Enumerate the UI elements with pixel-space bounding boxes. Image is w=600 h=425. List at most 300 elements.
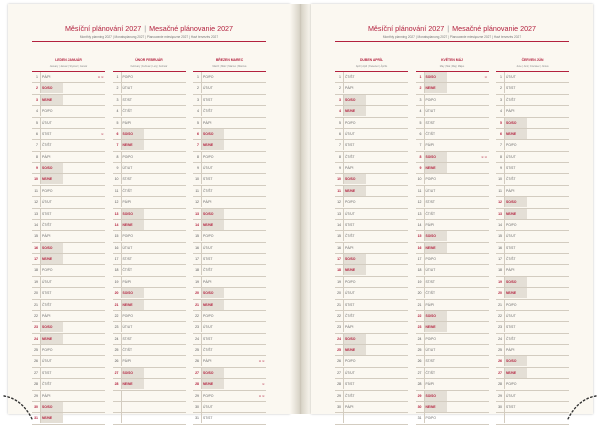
day-number: 6	[36, 131, 38, 136]
day-row[interactable]	[416, 277, 489, 288]
day-row[interactable]	[32, 197, 105, 208]
day-row[interactable]	[416, 220, 489, 231]
day-row[interactable]	[113, 106, 186, 117]
day-number: 17	[498, 257, 502, 261]
day-row[interactable]	[335, 334, 408, 345]
day-row[interactable]	[193, 106, 266, 117]
day-row[interactable]	[416, 140, 489, 151]
day-number: 3	[116, 97, 119, 102]
day-divider	[343, 345, 344, 355]
day-row[interactable]	[416, 265, 489, 276]
title-separator: |	[144, 24, 147, 33]
day-row[interactable]	[113, 118, 186, 129]
day-number: 20	[498, 291, 502, 296]
day-row[interactable]	[496, 129, 569, 140]
day-row[interactable]	[496, 174, 569, 185]
day-number: 30	[195, 404, 199, 409]
day-number: 14	[34, 222, 38, 227]
day-number: 29	[34, 393, 38, 398]
day-row[interactable]	[496, 345, 569, 356]
day-row[interactable]	[32, 163, 105, 174]
day-row[interactable]	[335, 345, 408, 356]
day-number: 17	[114, 257, 119, 261]
day-row[interactable]	[335, 83, 408, 94]
weekday-label: PO/PO	[42, 348, 53, 352]
day-row[interactable]	[416, 345, 489, 356]
day-number: 5	[197, 120, 199, 125]
weekday-label: PO/PO	[425, 177, 436, 182]
weekday-label: ST/ST	[345, 382, 355, 387]
day-number: 2	[419, 86, 422, 91]
day-number: 15	[337, 234, 341, 239]
day-row[interactable]	[113, 163, 186, 174]
day-row[interactable]	[113, 152, 186, 163]
month-translations: April | April | Kwiecień | Április	[355, 64, 388, 68]
day-row[interactable]	[416, 209, 489, 220]
day-row[interactable]	[335, 322, 408, 333]
weekday-label: ÚT/UT	[122, 245, 133, 250]
day-number: 3	[197, 97, 199, 102]
day-row[interactable]	[32, 243, 105, 254]
day-row[interactable]	[32, 220, 105, 231]
day-row[interactable]	[496, 95, 569, 106]
day-row[interactable]	[193, 186, 266, 197]
day-number: 30	[34, 404, 38, 409]
day-row[interactable]	[496, 379, 569, 390]
day-row[interactable]	[496, 163, 569, 174]
day-row[interactable]	[335, 197, 408, 208]
day-divider	[40, 174, 41, 184]
day-row[interactable]	[335, 300, 408, 311]
day-divider	[201, 174, 202, 184]
day-row[interactable]	[496, 152, 569, 163]
day-row[interactable]	[416, 118, 489, 129]
day-divider	[343, 72, 344, 82]
day-row[interactable]	[416, 322, 489, 333]
day-row[interactable]	[416, 379, 489, 390]
day-row[interactable]	[113, 186, 186, 197]
day-number: 9	[197, 166, 199, 170]
day-divider	[424, 95, 425, 105]
day-row[interactable]	[113, 129, 186, 140]
weekday-label: PÁ/PI	[203, 359, 212, 364]
weekday-label: NE/NE	[425, 404, 436, 409]
day-number: 21	[34, 302, 38, 307]
day-divider	[201, 413, 202, 423]
day-row[interactable]	[32, 379, 105, 390]
day-row[interactable]	[496, 300, 569, 311]
day-row[interactable]	[335, 379, 408, 390]
day-row[interactable]	[113, 83, 186, 94]
day-number: 23	[498, 325, 502, 330]
day-row[interactable]	[32, 402, 105, 413]
day-number: 27	[337, 370, 341, 375]
day-row[interactable]	[335, 402, 408, 413]
day-row[interactable]	[335, 152, 408, 163]
day-row[interactable]	[193, 118, 266, 129]
day-row[interactable]	[113, 368, 186, 379]
day-number: 26	[337, 359, 341, 364]
day-row[interactable]	[193, 163, 266, 174]
day-divider	[504, 288, 505, 298]
day-row[interactable]	[335, 231, 408, 242]
day-row[interactable]	[32, 391, 105, 402]
day-number: 30	[337, 404, 341, 409]
day-divider	[121, 265, 122, 275]
day-divider	[343, 106, 344, 116]
day-row[interactable]	[335, 277, 408, 288]
month-header	[113, 56, 186, 72]
day-row[interactable]	[335, 163, 408, 174]
day-row[interactable]	[32, 345, 105, 356]
weekday-label: ÚT/UT	[345, 291, 355, 296]
day-row[interactable]	[335, 174, 408, 185]
day-row[interactable]	[193, 254, 266, 265]
day-row[interactable]	[32, 118, 105, 129]
day-row[interactable]	[416, 288, 489, 299]
day-row[interactable]	[335, 288, 408, 299]
holiday-icon: ☺	[484, 75, 488, 79]
day-row[interactable]	[496, 322, 569, 333]
day-divider	[40, 118, 41, 128]
weekday-label: NE/NE	[425, 245, 436, 250]
weekday-label: SO/SO	[42, 404, 53, 409]
day-number: 25	[114, 348, 119, 352]
day-number: 13	[195, 211, 199, 216]
day-number: 11	[34, 188, 38, 193]
day-row[interactable]	[32, 186, 105, 197]
day-row[interactable]	[32, 277, 105, 288]
day-row[interactable]	[113, 277, 186, 288]
day-number: 24	[417, 336, 422, 341]
weekday-label: SO/SO	[203, 291, 214, 296]
day-row[interactable]	[32, 140, 105, 151]
day-row[interactable]	[32, 356, 105, 367]
weekday-label: ÚT/UT	[506, 313, 516, 318]
day-row[interactable]	[193, 391, 266, 402]
day-divider	[40, 209, 41, 219]
day-row[interactable]	[193, 174, 266, 185]
day-row[interactable]	[335, 368, 408, 379]
day-row[interactable]	[335, 186, 408, 197]
weekday-label: PO/PO	[345, 200, 356, 205]
weekday-label: SO/SO	[42, 325, 53, 330]
day-row[interactable]	[193, 368, 266, 379]
day-row[interactable]	[32, 311, 105, 322]
day-row[interactable]	[193, 129, 266, 140]
day-row[interactable]	[496, 368, 569, 379]
day-row[interactable]	[32, 334, 105, 345]
weekday-label: SO/SO	[425, 313, 436, 318]
day-row[interactable]	[496, 356, 569, 367]
month-column	[496, 56, 569, 425]
day-row[interactable]	[416, 391, 489, 402]
day-row[interactable]	[193, 356, 266, 367]
day-row[interactable]	[32, 72, 105, 83]
day-row[interactable]	[32, 368, 105, 379]
day-number: 30	[498, 404, 502, 409]
day-row[interactable]	[416, 356, 489, 367]
weekday-label: ST/ST	[42, 131, 52, 136]
day-row[interactable]	[193, 277, 266, 288]
day-row[interactable]	[416, 163, 489, 174]
day-row[interactable]	[416, 152, 489, 163]
day-row[interactable]	[193, 300, 266, 311]
day-row[interactable]	[113, 391, 186, 402]
day-divider	[201, 72, 202, 82]
day-number: 26	[195, 359, 199, 364]
day-row[interactable]	[496, 254, 569, 265]
day-divider	[424, 334, 425, 344]
day-number: 7	[419, 143, 422, 148]
day-divider	[121, 379, 122, 389]
day-number: 16	[337, 245, 341, 250]
day-row[interactable]	[32, 174, 105, 185]
day-row[interactable]	[113, 209, 186, 220]
weekday-label: ÚT/UT	[506, 154, 516, 159]
day-row[interactable]	[113, 402, 186, 413]
weekday-label: ST/ST	[506, 325, 516, 330]
day-row[interactable]	[193, 83, 266, 94]
weekday-label: ST/ST	[425, 359, 435, 364]
day-divider	[504, 254, 505, 264]
day-row[interactable]	[335, 95, 408, 106]
day-number: 20	[114, 291, 119, 296]
day-number: 8	[116, 154, 119, 159]
day-row[interactable]	[193, 197, 266, 208]
month-column	[32, 56, 105, 425]
day-number: 16	[34, 245, 38, 250]
day-divider	[343, 209, 344, 219]
day-row[interactable]	[113, 300, 186, 311]
day-row[interactable]	[193, 72, 266, 83]
weekday-label: PÁ/PI	[122, 279, 131, 284]
weekday-label: PÁ/PI	[122, 200, 131, 205]
day-number: 11	[337, 188, 341, 193]
day-row[interactable]	[496, 288, 569, 299]
day-row[interactable]	[32, 106, 105, 117]
day-number: 15	[417, 234, 422, 239]
day-row[interactable]	[416, 83, 489, 94]
day-row[interactable]	[193, 311, 266, 322]
weekday-label: ÚT/UT	[506, 393, 516, 398]
weekday-label: PÁ/PI	[42, 154, 51, 159]
day-row[interactable]	[335, 243, 408, 254]
day-row[interactable]	[496, 277, 569, 288]
day-row[interactable]	[496, 106, 569, 117]
day-row[interactable]	[32, 322, 105, 333]
day-row[interactable]	[193, 209, 266, 220]
weekday-label: NE/NE	[203, 302, 214, 307]
day-row[interactable]	[193, 243, 266, 254]
day-row[interactable]	[496, 220, 569, 231]
day-number: 2	[197, 86, 199, 91]
day-divider	[504, 209, 505, 219]
day-row[interactable]	[113, 72, 186, 83]
day-row[interactable]	[416, 197, 489, 208]
day-row[interactable]	[193, 220, 266, 231]
day-divider	[504, 129, 505, 139]
day-row[interactable]	[32, 231, 105, 242]
day-number: 13	[498, 211, 502, 216]
day-row[interactable]	[113, 334, 186, 345]
day-row[interactable]	[416, 334, 489, 345]
day-row[interactable]	[113, 379, 186, 390]
day-number: 27	[498, 370, 502, 375]
weekday-label: ÚT/UT	[425, 348, 436, 352]
weekday-label: NE/NE	[506, 370, 517, 375]
weekday-label: SO/SO	[345, 336, 356, 341]
weekday-label: PO/PO	[425, 336, 436, 341]
day-row[interactable]	[113, 95, 186, 106]
day-row[interactable]	[193, 345, 266, 356]
weekday-label: PÁ/PI	[506, 188, 515, 193]
weekday-label: ČT/ŠT	[506, 177, 516, 182]
day-row[interactable]	[32, 95, 105, 106]
day-row[interactable]	[416, 402, 489, 413]
day-row[interactable]	[32, 83, 105, 94]
day-row[interactable]	[496, 186, 569, 197]
day-row[interactable]	[32, 265, 105, 276]
day-number: 25	[498, 348, 502, 352]
day-row[interactable]	[335, 140, 408, 151]
day-row[interactable]	[113, 243, 186, 254]
day-row[interactable]	[113, 356, 186, 367]
day-row[interactable]	[32, 288, 105, 299]
day-row[interactable]	[335, 356, 408, 367]
day-row[interactable]	[113, 254, 186, 265]
day-divider	[201, 209, 202, 219]
day-row[interactable]	[193, 95, 266, 106]
day-row[interactable]	[496, 334, 569, 345]
day-row[interactable]	[113, 140, 186, 151]
day-row[interactable]	[113, 311, 186, 322]
day-divider	[424, 186, 425, 196]
day-row[interactable]	[335, 254, 408, 265]
day-number: 10	[114, 177, 119, 182]
weekday-label: ČT/ŠT	[425, 211, 436, 216]
day-row[interactable]	[113, 231, 186, 242]
weekday-label: SO/SO	[42, 245, 53, 250]
weekday-label: NE/NE	[203, 222, 214, 227]
day-row[interactable]	[113, 197, 186, 208]
day-divider	[121, 140, 122, 150]
day-row[interactable]	[416, 106, 489, 117]
day-row[interactable]	[113, 265, 186, 276]
day-divider	[343, 402, 344, 412]
day-row[interactable]	[113, 288, 186, 299]
day-row[interactable]	[193, 140, 266, 151]
day-number: 12	[114, 200, 119, 205]
day-row[interactable]	[335, 118, 408, 129]
day-row[interactable]	[32, 254, 105, 265]
day-row[interactable]	[113, 174, 186, 185]
day-divider	[424, 174, 425, 184]
weekday-label: NE/NE	[122, 302, 133, 307]
day-row[interactable]	[113, 345, 186, 356]
day-row[interactable]	[335, 72, 408, 83]
weekday-label: NE/NE	[345, 188, 356, 193]
day-row[interactable]	[335, 106, 408, 117]
day-row[interactable]	[416, 300, 489, 311]
day-row[interactable]	[32, 300, 105, 311]
day-row[interactable]	[496, 197, 569, 208]
day-row[interactable]	[335, 220, 408, 231]
day-row[interactable]	[496, 265, 569, 276]
day-row[interactable]	[193, 322, 266, 333]
day-row[interactable]	[496, 83, 569, 94]
day-row[interactable]	[416, 311, 489, 322]
weekday-label: PO/PO	[506, 302, 517, 307]
day-row[interactable]	[496, 118, 569, 129]
day-row[interactable]	[496, 209, 569, 220]
day-divider	[40, 231, 41, 241]
day-row[interactable]	[32, 152, 105, 163]
day-row[interactable]	[416, 243, 489, 254]
day-row[interactable]	[193, 231, 266, 242]
day-row[interactable]	[496, 243, 569, 254]
day-row[interactable]	[193, 334, 266, 345]
day-row[interactable]	[335, 265, 408, 276]
day-divider	[343, 356, 344, 366]
day-divider	[40, 322, 41, 332]
day-row[interactable]	[335, 129, 408, 140]
day-row[interactable]	[416, 72, 489, 83]
weekday-label: ÚT/UT	[425, 109, 436, 114]
day-number: 5	[419, 120, 422, 125]
day-row[interactable]	[416, 368, 489, 379]
day-row[interactable]	[416, 231, 489, 242]
day-row[interactable]	[193, 288, 266, 299]
day-row[interactable]	[416, 186, 489, 197]
day-row[interactable]	[496, 140, 569, 151]
day-divider	[424, 265, 425, 275]
day-row[interactable]	[193, 402, 266, 413]
day-row[interactable]	[193, 152, 266, 163]
day-row[interactable]	[496, 72, 569, 83]
day-row[interactable]	[32, 129, 105, 140]
weekday-label: PO/PO	[506, 382, 517, 387]
day-row[interactable]	[496, 231, 569, 242]
day-number: 27	[195, 370, 199, 375]
weekday-label: PÁ/PI	[425, 143, 434, 148]
day-row[interactable]	[193, 265, 266, 276]
day-row[interactable]	[416, 254, 489, 265]
day-row[interactable]	[496, 311, 569, 322]
day-divider	[504, 356, 505, 366]
day-number: 17	[337, 257, 341, 261]
day-number: 20	[337, 291, 341, 296]
day-number: 29	[498, 393, 502, 398]
day-row[interactable]	[416, 129, 489, 140]
day-divider	[121, 118, 122, 128]
day-row[interactable]	[335, 209, 408, 220]
weekday-label: SO/SO	[122, 131, 133, 136]
day-row[interactable]	[416, 95, 489, 106]
day-row[interactable]	[416, 174, 489, 185]
day-row[interactable]	[113, 322, 186, 333]
day-number: 19	[34, 279, 38, 284]
day-row[interactable]	[335, 391, 408, 402]
day-row[interactable]	[113, 220, 186, 231]
day-row[interactable]	[193, 379, 266, 390]
day-number: 7	[197, 143, 199, 148]
weekday-label: SO/SO	[42, 166, 53, 170]
weekday-label: ST/ST	[203, 416, 213, 421]
day-divider	[424, 163, 425, 173]
day-row[interactable]	[32, 209, 105, 220]
day-row[interactable]	[335, 311, 408, 322]
